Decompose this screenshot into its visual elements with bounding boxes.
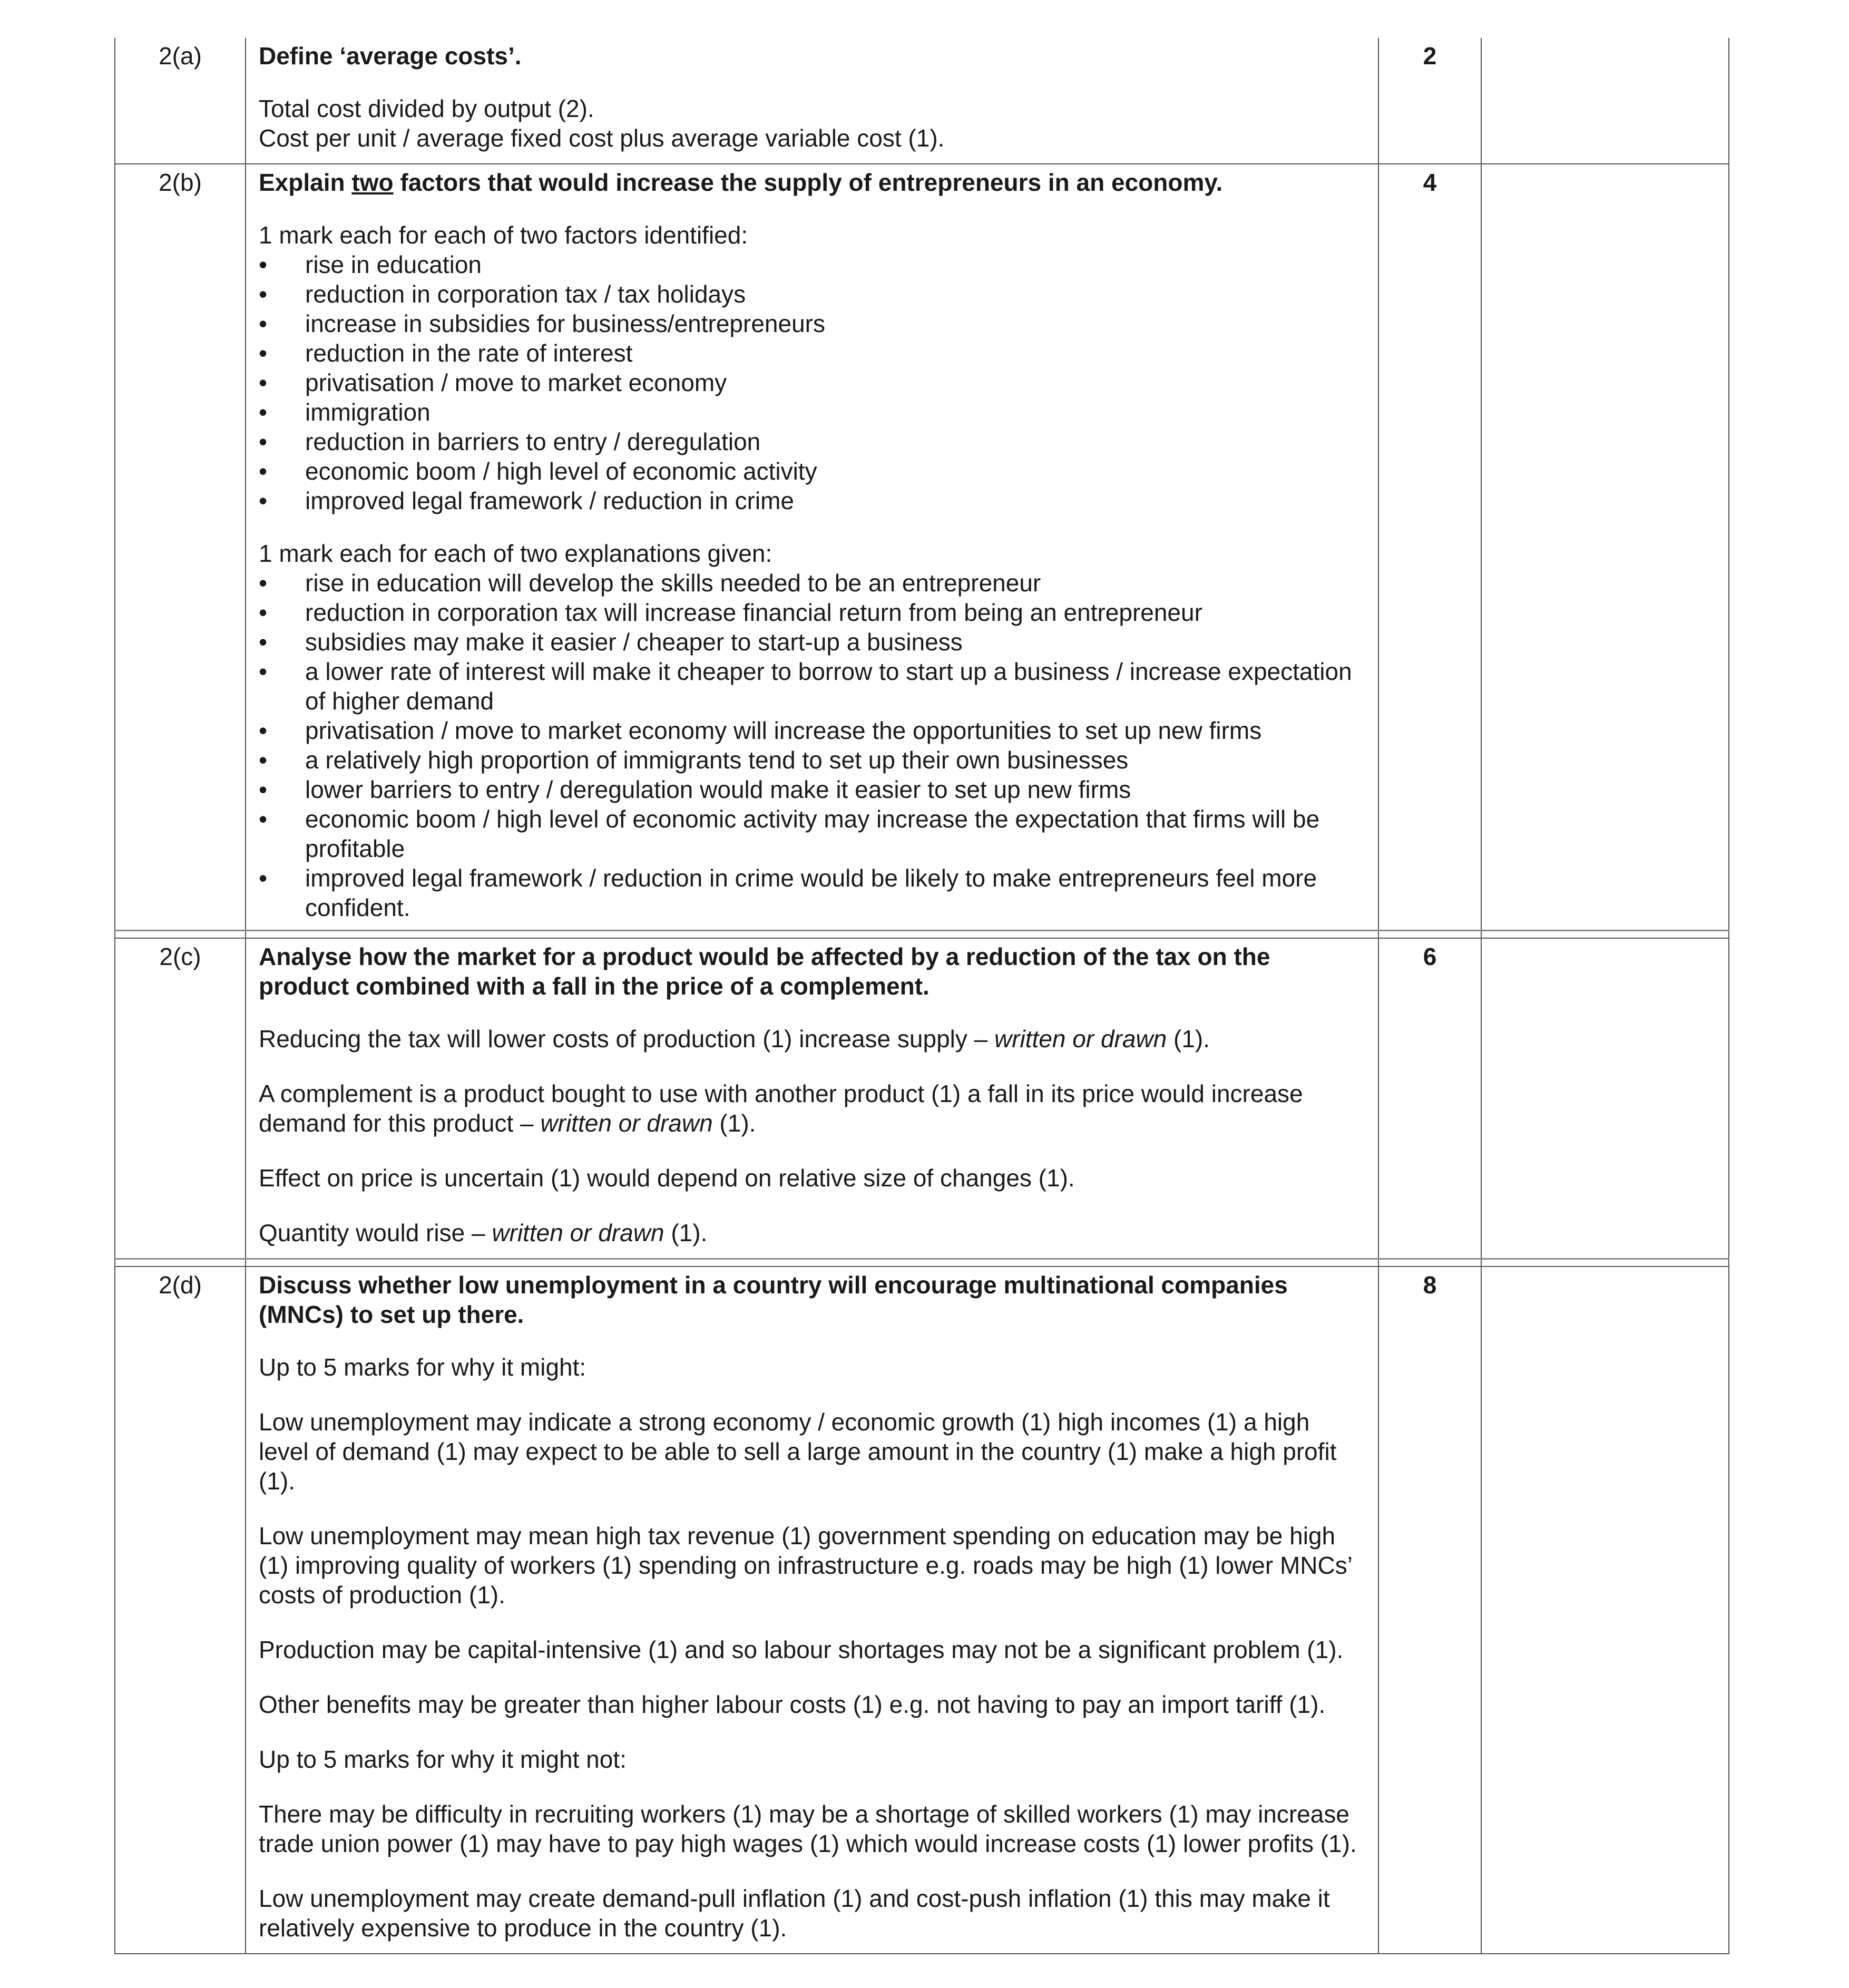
row-separator bbox=[115, 931, 1729, 939]
answer-cell bbox=[246, 164, 1378, 931]
answer-paragraph: A complement is a product bought to use with another product (1) a fall in its price would increase demand for this product – written or drawn (1). bbox=[259, 1080, 1303, 1137]
question-number: 2(c) bbox=[115, 938, 246, 1259]
list-item: • reduction in barriers to entry / deregulation bbox=[259, 428, 761, 455]
explanations-intro: 1 mark each for each of two explanations given: bbox=[259, 540, 772, 567]
answer-paragraph: Low unemployment may indicate a strong economy / economic growth (1) high incomes (1) a high level of demand (1) may expect to be able to sell a large amount in the country (1) make a high profit (1). bbox=[259, 1408, 1337, 1495]
question-text: Define ‘average costs’. bbox=[259, 42, 522, 70]
list-item: • reduction in corporation tax will increase financial return from being an entrepreneur bbox=[259, 599, 1202, 626]
question-row-2d bbox=[115, 1266, 1729, 1954]
factors-intro: 1 mark each for each of two factors identified: bbox=[259, 221, 748, 249]
answer-paragraph: Low unemployment may create demand-pull inflation (1) and cost-push inflation (1) this may make it relatively expensive to produce in the country (1). bbox=[259, 1885, 1330, 1942]
list-item: • economic boom / high level of economic activity bbox=[259, 457, 817, 485]
question-row-2a bbox=[115, 38, 1729, 164]
list-item: • economic boom / high level of economic activity may increase the expectation that firms will be profitable bbox=[259, 805, 1320, 862]
row-separator bbox=[115, 1259, 1729, 1267]
question-number: 2(d) bbox=[115, 1266, 246, 1954]
marks-value: 6 bbox=[1378, 938, 1481, 1259]
underlined-word: two bbox=[351, 169, 394, 196]
list-item: • reduction in the rate of interest bbox=[259, 339, 633, 367]
list-item: • improved legal framework / reduction in crime bbox=[259, 487, 795, 514]
question-number: 2(b) bbox=[115, 164, 246, 931]
list-item: • privatisation / move to market economy bbox=[259, 369, 727, 396]
answer-paragraph: Other benefits may be greater than higher labour costs (1) e.g. not having to pay an import tariff (1). bbox=[259, 1691, 1326, 1718]
list-item: • immigration bbox=[259, 398, 431, 426]
list-item: • rise in education bbox=[259, 251, 482, 278]
question-row-2c bbox=[115, 938, 1729, 1259]
mark-scheme-table bbox=[114, 38, 1729, 1954]
answer-line: Cost per unit / average fixed cost plus average variable cost (1). bbox=[259, 124, 945, 152]
answer-paragraph: Low unemployment may mean high tax revenue (1) government spending on education may be high (1) improving quality of workers (1) spending on infrastructure e.g. roads may be high (1) lower MNCs’ costs of production (1). bbox=[259, 1522, 1352, 1609]
guidance-cell bbox=[1481, 164, 1729, 931]
question-text: Analyse how the market for a product would be affected by a reduction of the tax on the product combined with a fall in the price of a complement. bbox=[259, 943, 1270, 1000]
answer-paragraph: Up to 5 marks for why it might: bbox=[259, 1353, 586, 1381]
list-item: • privatisation / move to market economy will increase the opportunities to set up new firms bbox=[259, 717, 1262, 744]
question-number: 2(a) bbox=[115, 38, 246, 164]
answer-cell bbox=[246, 1266, 1378, 1954]
list-item: • rise in education will develop the skills needed to be an entrepreneur bbox=[259, 569, 1041, 597]
answer-paragraph: Reducing the tax will lower costs of production (1) increase supply – written or drawn (1). bbox=[259, 1025, 1210, 1053]
answer-cell bbox=[246, 938, 1378, 1259]
list-item: • a relatively high proportion of immigrants tend to set up their own businesses bbox=[259, 746, 1129, 774]
answer-paragraph: Up to 5 marks for why it might not: bbox=[259, 1746, 627, 1773]
list-item: • increase in subsidies for business/entrepreneurs bbox=[259, 310, 825, 337]
list-item: • lower barriers to entry / deregulation would make it easier to set up new firms bbox=[259, 776, 1131, 803]
answer-cell bbox=[246, 38, 1378, 164]
answer-line: Total cost divided by output (2). bbox=[259, 95, 594, 122]
explanations-list bbox=[259, 568, 1365, 922]
question-row-2b bbox=[115, 164, 1729, 931]
guidance-cell bbox=[1481, 1266, 1729, 1954]
marks-value: 4 bbox=[1378, 164, 1481, 931]
list-item: • reduction in corporation tax / tax holidays bbox=[259, 280, 746, 308]
marks-value: 8 bbox=[1378, 1266, 1481, 1954]
list-item: • improved legal framework / reduction in crime would be likely to make entrepreneurs feel more confident. bbox=[259, 864, 1317, 921]
mark-scheme-sheet bbox=[114, 38, 1728, 1954]
answer-paragraph: Quantity would rise – written or drawn (1). bbox=[259, 1219, 708, 1246]
guidance-cell bbox=[1481, 938, 1729, 1259]
answer-paragraph: Production may be capital-intensive (1) and so labour shortages may not be a significant problem (1). bbox=[259, 1636, 1344, 1663]
guidance-cell bbox=[1481, 38, 1729, 164]
answer-paragraph: There may be difficulty in recruiting workers (1) may be a shortage of skilled workers (1) may increase trade union power (1) may have to pay high wages (1) which would increase costs (1) lower profits (1). bbox=[259, 1800, 1357, 1857]
question-text: Explain two factors that would increase the supply of entrepreneurs in an economy. bbox=[259, 169, 1223, 196]
answer-paragraph: Effect on price is uncertain (1) would depend on relative size of changes (1). bbox=[259, 1164, 1075, 1192]
list-item: • a lower rate of interest will make it cheaper to borrow to start up a business / increase expectation of higher demand bbox=[259, 658, 1352, 715]
marks-value: 2 bbox=[1378, 38, 1481, 164]
list-item: • subsidies may make it easier / cheaper to start-up a business bbox=[259, 628, 963, 656]
question-text: Discuss whether low unemployment in a country will encourage multinational companies (MNCs) to set up there. bbox=[259, 1271, 1288, 1328]
factors-list bbox=[259, 250, 1365, 515]
